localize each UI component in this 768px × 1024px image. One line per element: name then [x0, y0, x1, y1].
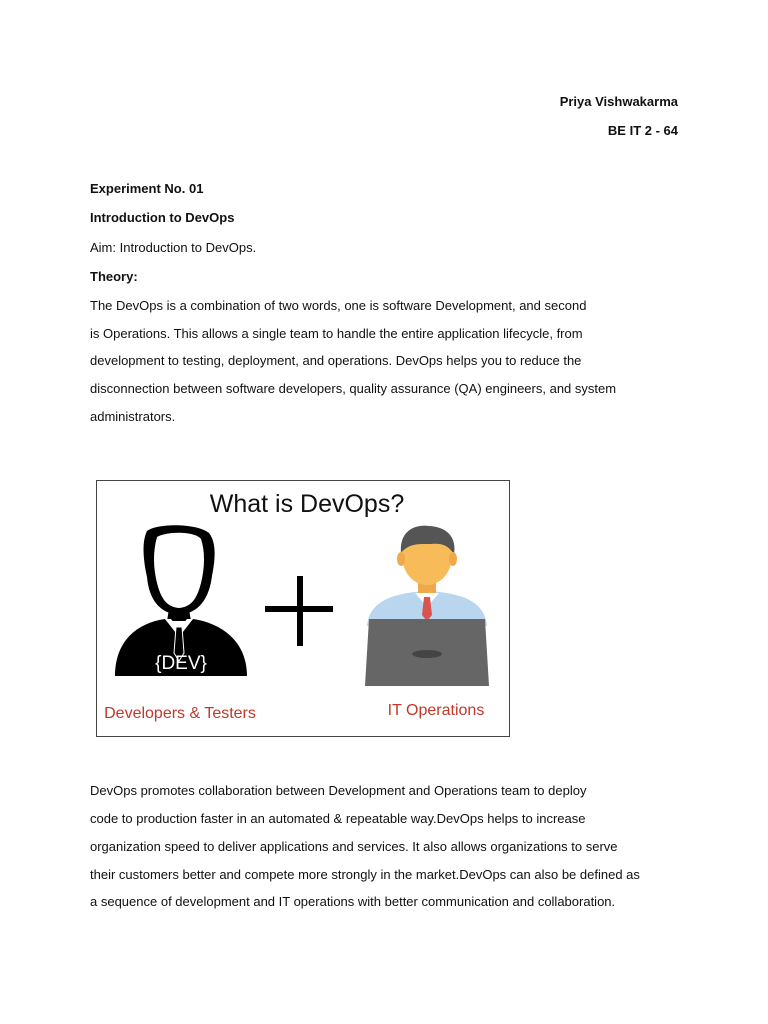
it-operations-caption: IT Operations [387, 702, 485, 719]
conclusion-line: a sequence of development and IT operations with better communication and collaboration. [90, 894, 616, 909]
plus-icon [265, 576, 333, 646]
experiment-number: Experiment No. 01 [90, 181, 204, 196]
theory-line: development to testing, deployment, and operations. DevOps helps you to reduce the [90, 353, 582, 368]
devops-figure [96, 480, 510, 737]
conclusion-line: organization speed to deliver applications and services. It also allows organizations to serve [90, 839, 618, 854]
roll-number: BE IT 2 - 64 [607, 123, 678, 138]
dev-badge: {DEV} [155, 653, 207, 674]
theory-line: is Operations. This allows a single team to handle the entire application lifecycle, from [90, 326, 583, 341]
operator-icon [365, 526, 489, 686]
developers-caption: Developers & Testers [104, 705, 256, 722]
experiment-title: Introduction to DevOps [90, 210, 235, 225]
author-name: Priya Vishwakarma [559, 94, 678, 109]
conclusion-line: their customers better and compete more strongly in the market.DevOps can also be defined as [90, 867, 640, 882]
conclusion-line: code to production faster in an automated & repeatable way.DevOps helps to increase [90, 811, 586, 826]
developer-icon [115, 525, 247, 676]
conclusion-line: DevOps promotes collaboration between Development and Operations team to deploy [90, 783, 587, 798]
aim-text: Aim: Introduction to DevOps. [90, 240, 257, 255]
devops-illustration [97, 481, 509, 736]
theory-line: disconnection between software developers, quality assurance (QA) engineers, and system [90, 381, 617, 396]
theory-line: The DevOps is a combination of two words, one is software Development, and second [90, 298, 587, 313]
theory-heading: Theory: [90, 269, 138, 284]
figure-title: What is DevOps? [209, 490, 405, 518]
theory-line: administrators. [90, 409, 176, 424]
